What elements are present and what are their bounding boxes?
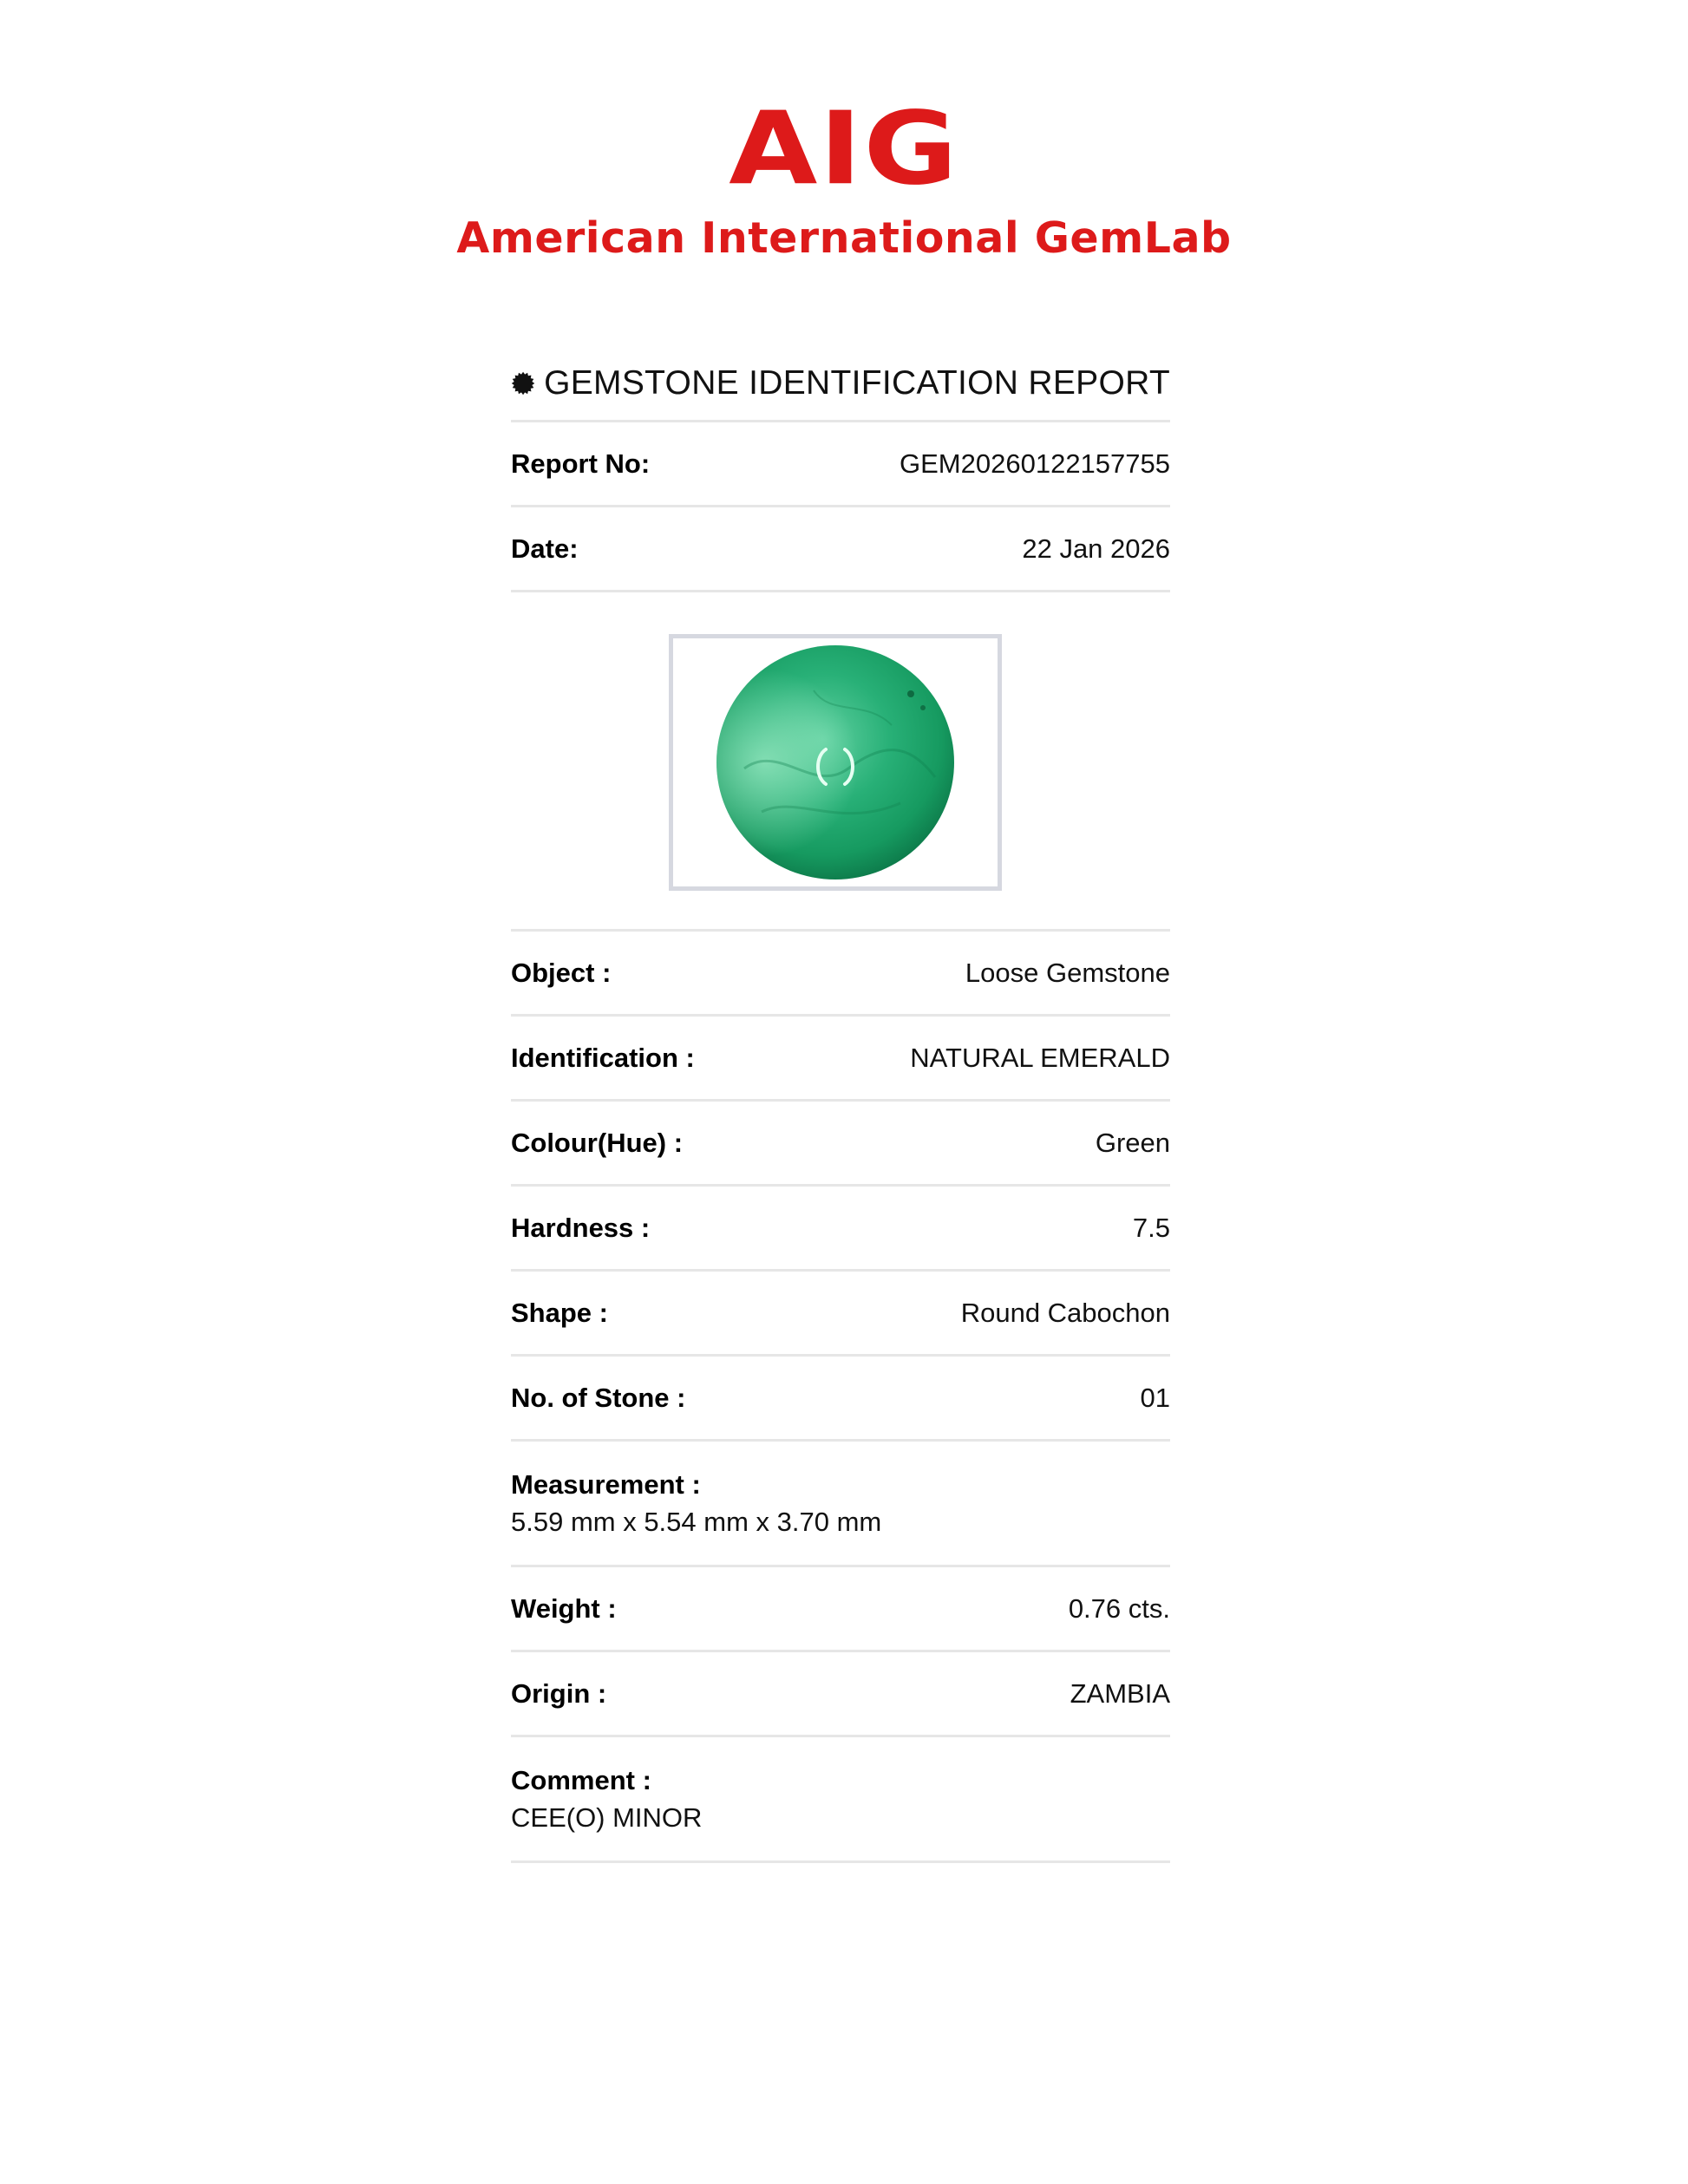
date-row bbox=[511, 507, 1170, 592]
shape-value: Round Cabochon bbox=[960, 1297, 1170, 1328]
stone-count-value: 01 bbox=[1140, 1382, 1170, 1413]
origin-row bbox=[511, 1652, 1170, 1737]
hardness-row bbox=[511, 1187, 1170, 1272]
stone-image-frame bbox=[669, 634, 1002, 891]
hardness-label: Hardness : bbox=[511, 1212, 651, 1243]
colour-label: Colour(Hue) : bbox=[511, 1127, 684, 1158]
stone-count-row bbox=[511, 1357, 1170, 1442]
object-row bbox=[511, 932, 1170, 1017]
origin-value: ZAMBIA bbox=[1070, 1677, 1170, 1709]
weight-value: 0.76 cts. bbox=[1068, 1592, 1170, 1624]
emerald-cabochon-photo bbox=[710, 638, 961, 886]
stone-count-label: No. of Stone : bbox=[511, 1382, 686, 1413]
shape-label: Shape : bbox=[511, 1297, 608, 1328]
report-card bbox=[511, 347, 1170, 1863]
lab-logo bbox=[0, 89, 1688, 264]
report-header bbox=[511, 347, 1170, 422]
report-number-value: GEM20260122157755 bbox=[900, 448, 1170, 479]
hardness-value: 7.5 bbox=[1132, 1212, 1170, 1243]
date-value: 22 Jan 2026 bbox=[1022, 533, 1170, 564]
report-title: GEMSTONE IDENTIFICATION REPORT bbox=[544, 364, 1170, 402]
logo-acronym: AIG bbox=[729, 89, 959, 208]
comment-label: Comment : bbox=[511, 1765, 651, 1795]
identification-value: NATURAL EMERALD bbox=[910, 1042, 1170, 1073]
measurement-value: 5.59 mm x 5.54 mm x 3.70 mm bbox=[511, 1507, 882, 1537]
report-number-row bbox=[511, 422, 1170, 507]
weight-row bbox=[511, 1567, 1170, 1652]
date-label: Date: bbox=[511, 533, 579, 564]
report-number-label: Report No: bbox=[511, 448, 651, 479]
origin-label: Origin : bbox=[511, 1677, 607, 1709]
identification-label: Identification : bbox=[511, 1042, 695, 1073]
identification-row bbox=[511, 1017, 1170, 1102]
colour-value: Green bbox=[1095, 1127, 1170, 1158]
colour-row bbox=[511, 1102, 1170, 1187]
object-label: Object : bbox=[511, 957, 612, 988]
comment-row bbox=[511, 1737, 1170, 1863]
weight-label: Weight : bbox=[511, 1592, 617, 1624]
report-fields bbox=[511, 932, 1170, 1442]
comment-value: CEE(O) MINOR bbox=[511, 1802, 703, 1833]
badge-icon bbox=[511, 368, 535, 399]
logo-full-name: American International GemLab bbox=[456, 213, 1232, 263]
shape-row bbox=[511, 1272, 1170, 1357]
measurement-row bbox=[511, 1442, 1170, 1567]
measurement-label: Measurement : bbox=[511, 1469, 701, 1500]
object-value: Loose Gemstone bbox=[965, 957, 1170, 988]
stone-image-section bbox=[511, 592, 1170, 932]
